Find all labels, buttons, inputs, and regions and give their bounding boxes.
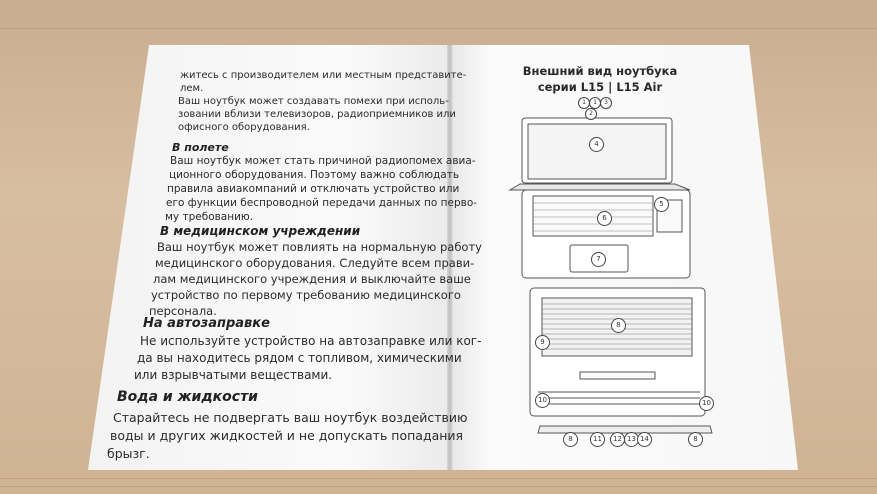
section-line: его функции беспроводной передачи данных по перво- [166, 197, 478, 209]
callout-11: 11 [590, 432, 605, 447]
section-line: Не используйте устройство на автозаправке или ког- [140, 334, 482, 348]
section-line: устройство по первому требованию медицинского [151, 288, 461, 302]
section-line: му требованию. [165, 211, 254, 223]
intro-line: житесь с производителем или местным представите- [180, 70, 467, 81]
section-line: ционного оборудования. Поэтому важно соблюдать [169, 169, 460, 181]
callout-10: 10 [699, 396, 714, 411]
section-line: Старайтесь не подвергать ваш ноутбук воздействию [113, 410, 468, 425]
section-line: брызг. [107, 446, 150, 461]
section-line: правила авиакомпаний и отключать устройство или [167, 183, 460, 195]
callout-8: 8 [611, 318, 626, 333]
section-line: Ваш ноутбук может стать причиной радиопомех авиа- [170, 155, 476, 167]
diagram-title: Внешний вид ноутбука [522, 64, 678, 78]
laptop-bottom-view [530, 288, 705, 416]
intro-line: зовании вблизи телевизоров, радиоприемников или [178, 109, 456, 120]
callout-6: 6 [597, 211, 612, 226]
section-line: воды и других жидкостей и не допускать попадания [110, 428, 464, 443]
callout-1: 1 [589, 97, 601, 109]
intro-line: лем. [180, 83, 204, 94]
callout-14: 14 [637, 432, 652, 447]
section-heading: В медицинском учреждении [160, 224, 361, 238]
callout-4: 4 [589, 137, 604, 152]
section-heading: В полете [172, 141, 229, 154]
callout-9: 9 [535, 335, 550, 350]
callout-13: 13 [624, 432, 639, 447]
section-heading: Вода и жидкости [117, 389, 258, 405]
laptop-side-view [538, 426, 712, 433]
intro-line: офисного оборудования. [178, 122, 310, 133]
callout-7: 7 [591, 252, 606, 267]
callout-8: 8 [563, 432, 578, 447]
intro-line: Ваш ноутбук может создавать помехи при исполь- [178, 96, 449, 107]
callout-12: 12 [610, 432, 625, 447]
diagram-subtitle: серии L15 | L15 Air [537, 80, 663, 94]
callout-1: 1 [578, 97, 590, 109]
section-line: или взрывчатыми веществами. [134, 368, 333, 382]
section-heading: На автозаправке [143, 316, 270, 331]
callout-10: 10 [535, 393, 550, 408]
callout-8: 8 [688, 432, 703, 447]
section-line: да вы находитесь рядом с топливом, химическими [137, 351, 462, 365]
section-line: лам медицинского учреждения и выключайте ваше [153, 272, 471, 286]
section-line: Ваш ноутбук может повлиять на нормальную работу [157, 240, 482, 254]
callout-5: 5 [654, 197, 669, 212]
section-line: медицинского оборудования. Следуйте всем прави- [155, 256, 475, 270]
callout-3: 3 [600, 97, 612, 109]
section-line: персонала. [149, 304, 217, 318]
callout-2: 2 [585, 108, 597, 120]
